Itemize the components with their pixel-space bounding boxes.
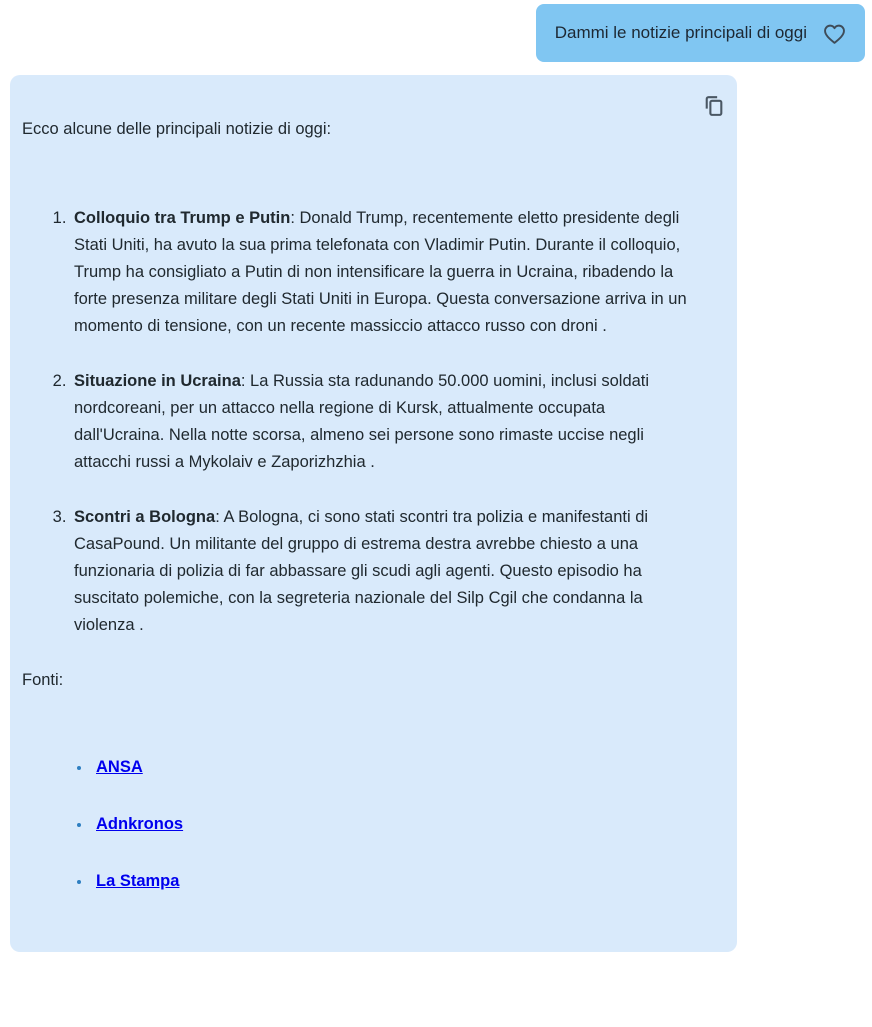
sources-label: Fonti:	[22, 671, 64, 689]
user-message-text: Dammi le notizie principali di oggi	[554, 23, 807, 42]
news-item-1	[71, 205, 689, 340]
source-item-adnkronos	[92, 814, 689, 834]
news-item-title: Colloquio tra Trump e Putin	[74, 209, 291, 227]
assistant-intro-text: Ecco alcune delle principali notizie di oggi:	[22, 120, 332, 138]
news-item-3	[71, 504, 689, 639]
news-item-title: Scontri a Bologna	[74, 508, 216, 526]
copy-icon	[701, 93, 726, 119]
news-item-body: : A Bologna, ci sono stati scontri tra polizia e manifestanti di CasaPound. Un militante del gruppo di estrema destra avrebbe chiesto a una funzionaria di polizia di far abbassare gli scudi agli agenti. Questo episodio ha suscitato polemiche, con la segreteria nazionale del Silp Cgil che condanna la violenza .	[74, 508, 649, 634]
source-link-ansa[interactable]: ANSA	[96, 758, 143, 776]
news-list	[22, 205, 689, 639]
copy-message-button[interactable]	[700, 92, 726, 119]
user-message-bubble	[536, 4, 865, 62]
news-item-body: : Donald Trump, recentemente eletto presidente degli Stati Uniti, ha avuto la sua prima telefonata con Vladimir Putin. Durante il colloquio, Trump ha consigliato a Putin di non intensificare la guerra in Ucraina, ribadendo la forte presenza militare degli Stati Uniti in Europa. Questa conversazione arriva in un momento di tensione, con un recente massiccio attacco russo con droni .	[74, 209, 687, 335]
user-message-row	[0, 0, 872, 62]
favorite-button[interactable]	[821, 20, 848, 47]
source-item-ansa	[92, 757, 689, 777]
source-link-la-stampa[interactable]: La Stampa	[96, 872, 180, 890]
heart-outline-icon	[821, 20, 848, 47]
source-link-adnkronos[interactable]: Adnkronos	[96, 815, 184, 833]
news-item-title: Situazione in Ucraina	[74, 372, 241, 390]
news-item-2	[71, 368, 689, 476]
source-item-la-stampa	[92, 871, 689, 891]
sources-list	[22, 757, 689, 891]
news-item-body: : La Russia sta radunando 50.000 uomini, inclusi soldati nordcoreani, per un attacco nella regione di Kursk, attualmente occupata dall'Ucraina. Nella notte scorsa, almeno sei persone sono rimaste uccise negli attacchi russi a Mykolaiv e Zaporizhzhia .	[74, 372, 650, 471]
assistant-message-bubble	[10, 75, 737, 952]
